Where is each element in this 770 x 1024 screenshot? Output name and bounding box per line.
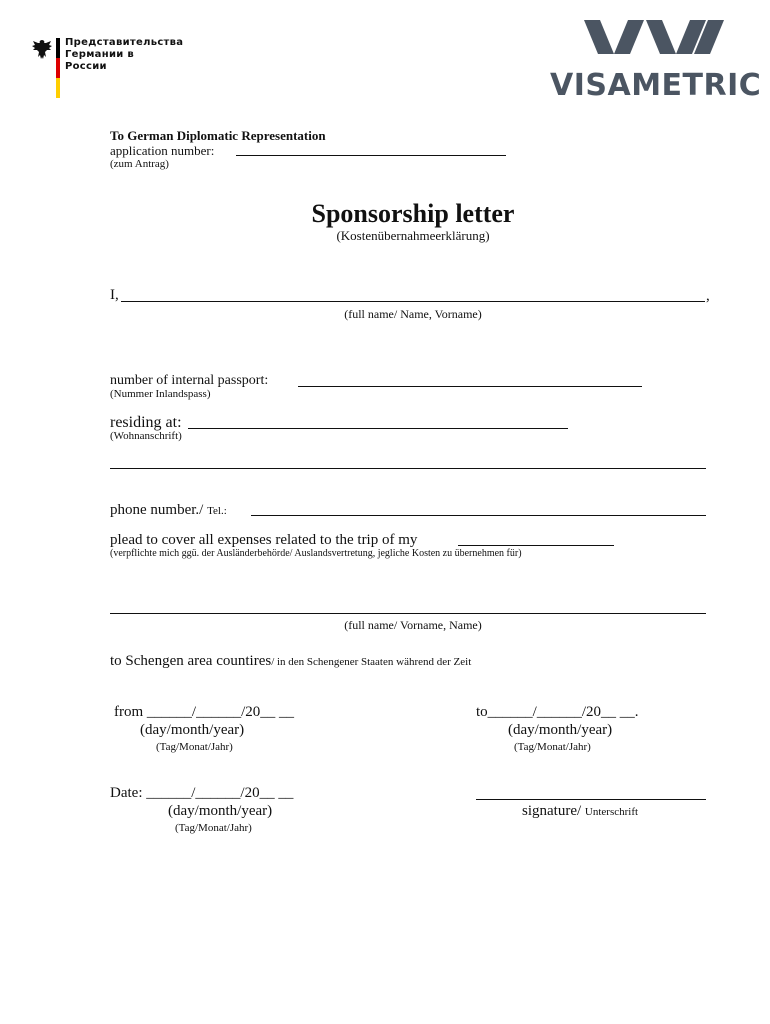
passport-label: number of internal passport:	[110, 373, 269, 388]
to-format: (day/month/year)	[508, 722, 613, 738]
to-date-field[interactable]: to______/______/20__ __.	[476, 704, 639, 720]
signing-date-format: (day/month/year)	[168, 803, 273, 819]
embassy-name	[65, 37, 183, 73]
phone-label-en: phone number./	[110, 502, 204, 518]
signature-label-de: Unterschrift	[584, 806, 639, 818]
fullname-caption: (full name/ Name, Vorname)	[344, 307, 482, 321]
schengen-label-en: to Schengen area countires	[110, 653, 272, 669]
page-title: Sponsorship letter	[311, 199, 515, 228]
from-format-de: (Tag/Monat/Jahr)	[156, 741, 233, 753]
flag-black-stripe	[56, 38, 60, 58]
embassy-line-3: России	[65, 61, 107, 72]
residing-label: residing at:	[110, 414, 182, 431]
phone-label	[110, 502, 227, 519]
flag-red-stripe	[56, 58, 60, 78]
to-format-de: (Tag/Monat/Jahr)	[514, 741, 591, 753]
application-number-label: application number:	[110, 143, 215, 158]
signing-date-field[interactable]: Date: ______/______/20__ __	[110, 785, 294, 801]
fullname-comma: ,	[706, 288, 710, 304]
passport-field[interactable]	[298, 372, 642, 387]
passport-sub: (Nummer Inlandspass)	[110, 388, 211, 400]
eagle-emblem-icon	[30, 38, 54, 62]
fullname-field[interactable]	[121, 286, 705, 302]
visametric-wordmark: VISAMETRIC	[550, 68, 762, 103]
traveller-caption: (full name/ Vorname, Name)	[344, 618, 482, 632]
fullname-prefix: I,	[110, 287, 119, 303]
application-number-sub: (zum Antrag)	[110, 158, 169, 170]
residing-field[interactable]	[188, 412, 568, 429]
from-date-field[interactable]: from ______/______/20__ __	[114, 704, 294, 720]
application-number-field[interactable]	[236, 141, 506, 156]
visametric-mark-icon	[548, 18, 753, 58]
signing-date-format-de: (Tag/Monat/Jahr)	[175, 822, 252, 834]
from-format: (day/month/year)	[140, 722, 245, 738]
page-subtitle: (Kostenübernahmeerklärung)	[336, 228, 490, 243]
signature-label-en: signature/	[522, 803, 582, 819]
visametric-logo	[548, 18, 762, 103]
german-flag-bar	[56, 38, 60, 98]
plead-label: plead to cover all expenses related to the trip of my	[110, 532, 418, 548]
recipient-line: To German Diplomatic Representation	[110, 128, 326, 143]
phone-label-de: Tel.:	[207, 505, 227, 517]
schengen-label-de: / in den Schengener Staaten während der Zeit	[271, 656, 472, 668]
phone-field[interactable]	[251, 501, 706, 516]
residing-sub: (Wohnanschrift)	[110, 430, 182, 442]
plead-sub: (verpflichte mich ggü. der Ausländerbehörde/ Auslandsvertretung, jegliche Kosten zu übernehmen für)	[110, 548, 522, 559]
traveller-name-field[interactable]	[110, 600, 706, 614]
signature-field[interactable]	[476, 785, 706, 800]
relation-field[interactable]	[458, 531, 614, 546]
address-line-2-field[interactable]	[110, 455, 706, 469]
flag-gold-stripe	[56, 78, 60, 98]
schengen-label	[110, 653, 471, 670]
embassy-line-1: Представительства	[65, 37, 184, 48]
signature-label	[522, 803, 638, 820]
embassy-line-2: Германии в	[65, 49, 134, 60]
